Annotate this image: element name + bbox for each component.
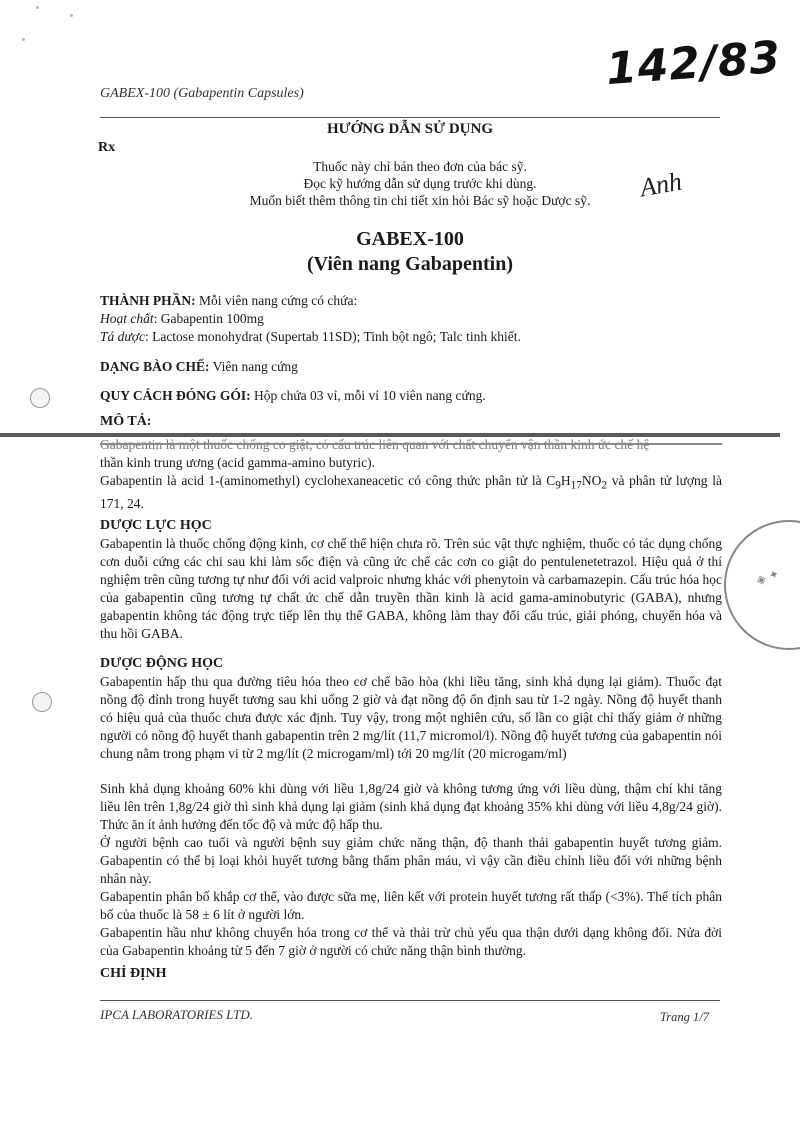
pharmacokinetics-para-5: Gabapentin hầu như không chuyển hóa trong cơ thể và thải trừ chủ yếu qua thận dưới dạng không đổi. Nửa đời của Gabapentin khoảng từ 5 đến 7 giờ ở người có chức năng thận bình thường.	[100, 925, 722, 958]
formula-sub-no: 2	[601, 479, 608, 492]
pharmacokinetics-para-1: Gabapentin hấp thu qua đường tiêu hóa theo cơ chế bão hòa (khi liều tăng, sinh khả dụng lại giảm). Thuốc đạt nồng độ đỉnh trong huyết tương sau khi uống 2 giờ và đạt nồng độ ổn định sau từ 1-2 ngày. Nồng độ huyết thanh có hiệu quả của thuốc chưa được xác định. Tuy vậy, trong một nghiên cứu, số lần co giật chỉ thấy giảm ở những người có nồng độ huyết thanh gabapentin trên 2 mg/lít (11,7 micromol/l). Nồng độ huyết tương của gabapentin nói chung nằm trong phạm vi từ 2 mg/lít (2 microgam/ml) tới 20 mg/lít (20 microgam/ml)	[100, 674, 722, 761]
stamp-mark: ◈ ✦	[754, 566, 782, 588]
header-rule	[100, 117, 720, 118]
pharmacokinetics-para-2: Sinh khả dụng khoảng 60% khi dùng với liều 1,8g/24 giờ và không tương ứng với liều dùng, thậm chí khi tăng liều lên trên 1,8g/24 giờ thì sinh khả dụng lại giảm (sinh khả dụng đạt khoảng 35% khi dùng với liều 4,8g/24 giờ). Thức ăn ít ảnh hưởng đến tốc độ và mức độ hấp thu.	[100, 781, 722, 832]
handwritten-number: 142/83	[604, 31, 783, 96]
scan-speck	[22, 38, 25, 41]
description-formula-paragraph	[100, 472, 722, 513]
active-ingredient-line	[100, 310, 264, 328]
excipient-line	[100, 328, 521, 346]
footer-rule	[100, 1000, 720, 1001]
company-stamp	[724, 520, 800, 650]
pharmacokinetics-para-4: Gabapentin phân bố khắp cơ thể, vào được sữa mẹ, liên kết với protein huyết tương rất thấp (<3%). Thể tích phân bố của thuốc là 58 ± 6 lít ở người lớn.	[100, 889, 722, 922]
active-text: : Gabapentin 100mg	[153, 311, 264, 326]
formula-sub-c: 9	[555, 479, 561, 492]
product-name: GABEX-100	[356, 228, 464, 250]
composition-line	[100, 292, 357, 310]
composition-label: THÀNH PHẦN:	[100, 293, 196, 308]
footer-company: IPCA LABORATORIES LTD.	[100, 1007, 253, 1022]
formula-h: H	[560, 473, 571, 488]
formula-no: NO	[581, 473, 602, 488]
excipient-label: Tá dược	[100, 329, 145, 344]
warning-line: Muốn biết thêm thông tin chi tiết xin hỏi Bác sỹ hoặc Dược sỹ.	[249, 193, 591, 208]
pharmacodynamics-text: Gabapentin là thuốc chống động kinh, cơ chế thể hiện chưa rõ. Trên súc vật thực nghiệm, thuốc có tác dụng chống cơn duỗi cứng các chi sau khi làm sốc điện và cũng ức chế các cơn co giật do pentulenetetrazol. Hiệu quả ở thí nghiệm trên cũng tương tự như đối với acid valproic nhưng khác với phenytoin và carbamazepin. Cấu trúc hóa học của gabapentin cũng tương tự chất ức chế dẫn truyền thần kinh là acid gama-aminobutyric (GABA), nhưng gabapentin không tác động trực tiếp lên thụ thể GABA, không làm thay đổi cấu trúc, giải phóng, chuyển hóa và thu hồi GABA.	[100, 536, 722, 641]
formula-text-end: và phân tử lượng là 171, 24.	[100, 473, 722, 511]
excipient-text: : Lactose monohydrat (Supertab 11SD); Tinh bột ngô; Talc tinh khiết.	[144, 329, 521, 344]
page-number: Trang 1/7	[660, 1010, 709, 1024]
packaging-line	[100, 387, 486, 405]
document-header: GABEX-100 (Gabapentin Capsules)	[100, 86, 304, 101]
description-heading: MÔ TẢ:	[100, 414, 152, 429]
warning-line: Đọc kỹ hướng dẫn sử dụng trước khi dùng.	[303, 176, 537, 191]
packaging-label: QUY CÁCH ĐÓNG GÓI:	[100, 388, 251, 403]
scan-speck	[70, 14, 73, 17]
handwritten-signature: Anh	[637, 166, 685, 203]
formula-text-start: Gabapentin là acid 1-(aminomethyl) cyclohexaneacetic có công thức phân tử là C	[100, 473, 556, 488]
strike-through	[100, 443, 722, 445]
struck-description-line	[100, 437, 722, 453]
product-subtitle: (Viên nang Gabapentin)	[307, 253, 513, 275]
scan-speck	[36, 6, 39, 9]
dosage-form-text: Viên nang cứng	[212, 359, 298, 374]
leaflet-title: HƯỚNG DẪN SỬ DỤNG	[327, 121, 493, 137]
composition-text: Mỗi viên nang cứng có chứa:	[199, 293, 358, 308]
active-label: Hoạt chất	[100, 311, 154, 326]
description-line: thần kinh trung ương (acid gamma-amino butyric).	[100, 455, 376, 470]
punch-hole	[30, 388, 50, 408]
dosage-form-label: DẠNG BÀO CHẾ:	[100, 359, 210, 374]
dosage-form-line	[100, 358, 298, 376]
packaging-text: Hộp chứa 03 vỉ, mỗi vỉ 10 viên nang cứng.	[254, 388, 486, 403]
pharmacokinetics-heading: DƯỢC ĐỘNG HỌC	[100, 656, 224, 671]
pharmacodynamics-heading: DƯỢC LỰC HỌC	[100, 518, 212, 533]
warning-line: Thuốc này chỉ bán theo đơn của bác sỹ.	[313, 159, 527, 174]
indications-heading: CHỈ ĐỊNH	[100, 966, 167, 981]
rx-label: Rx	[98, 140, 116, 155]
formula-sub-h: 17	[570, 479, 582, 492]
pharmacokinetics-para-3: Ở người bệnh cao tuổi và người bệnh suy giảm chức năng thận, độ thanh thải gabapentin huyết tương giảm. Gabapentin có thể bị loại khỏi huyết tương bằng thẩm phân máu, vì vậy cần điều chỉnh liều đối với những bệnh nhân này.	[100, 835, 722, 886]
punch-hole	[32, 692, 52, 712]
